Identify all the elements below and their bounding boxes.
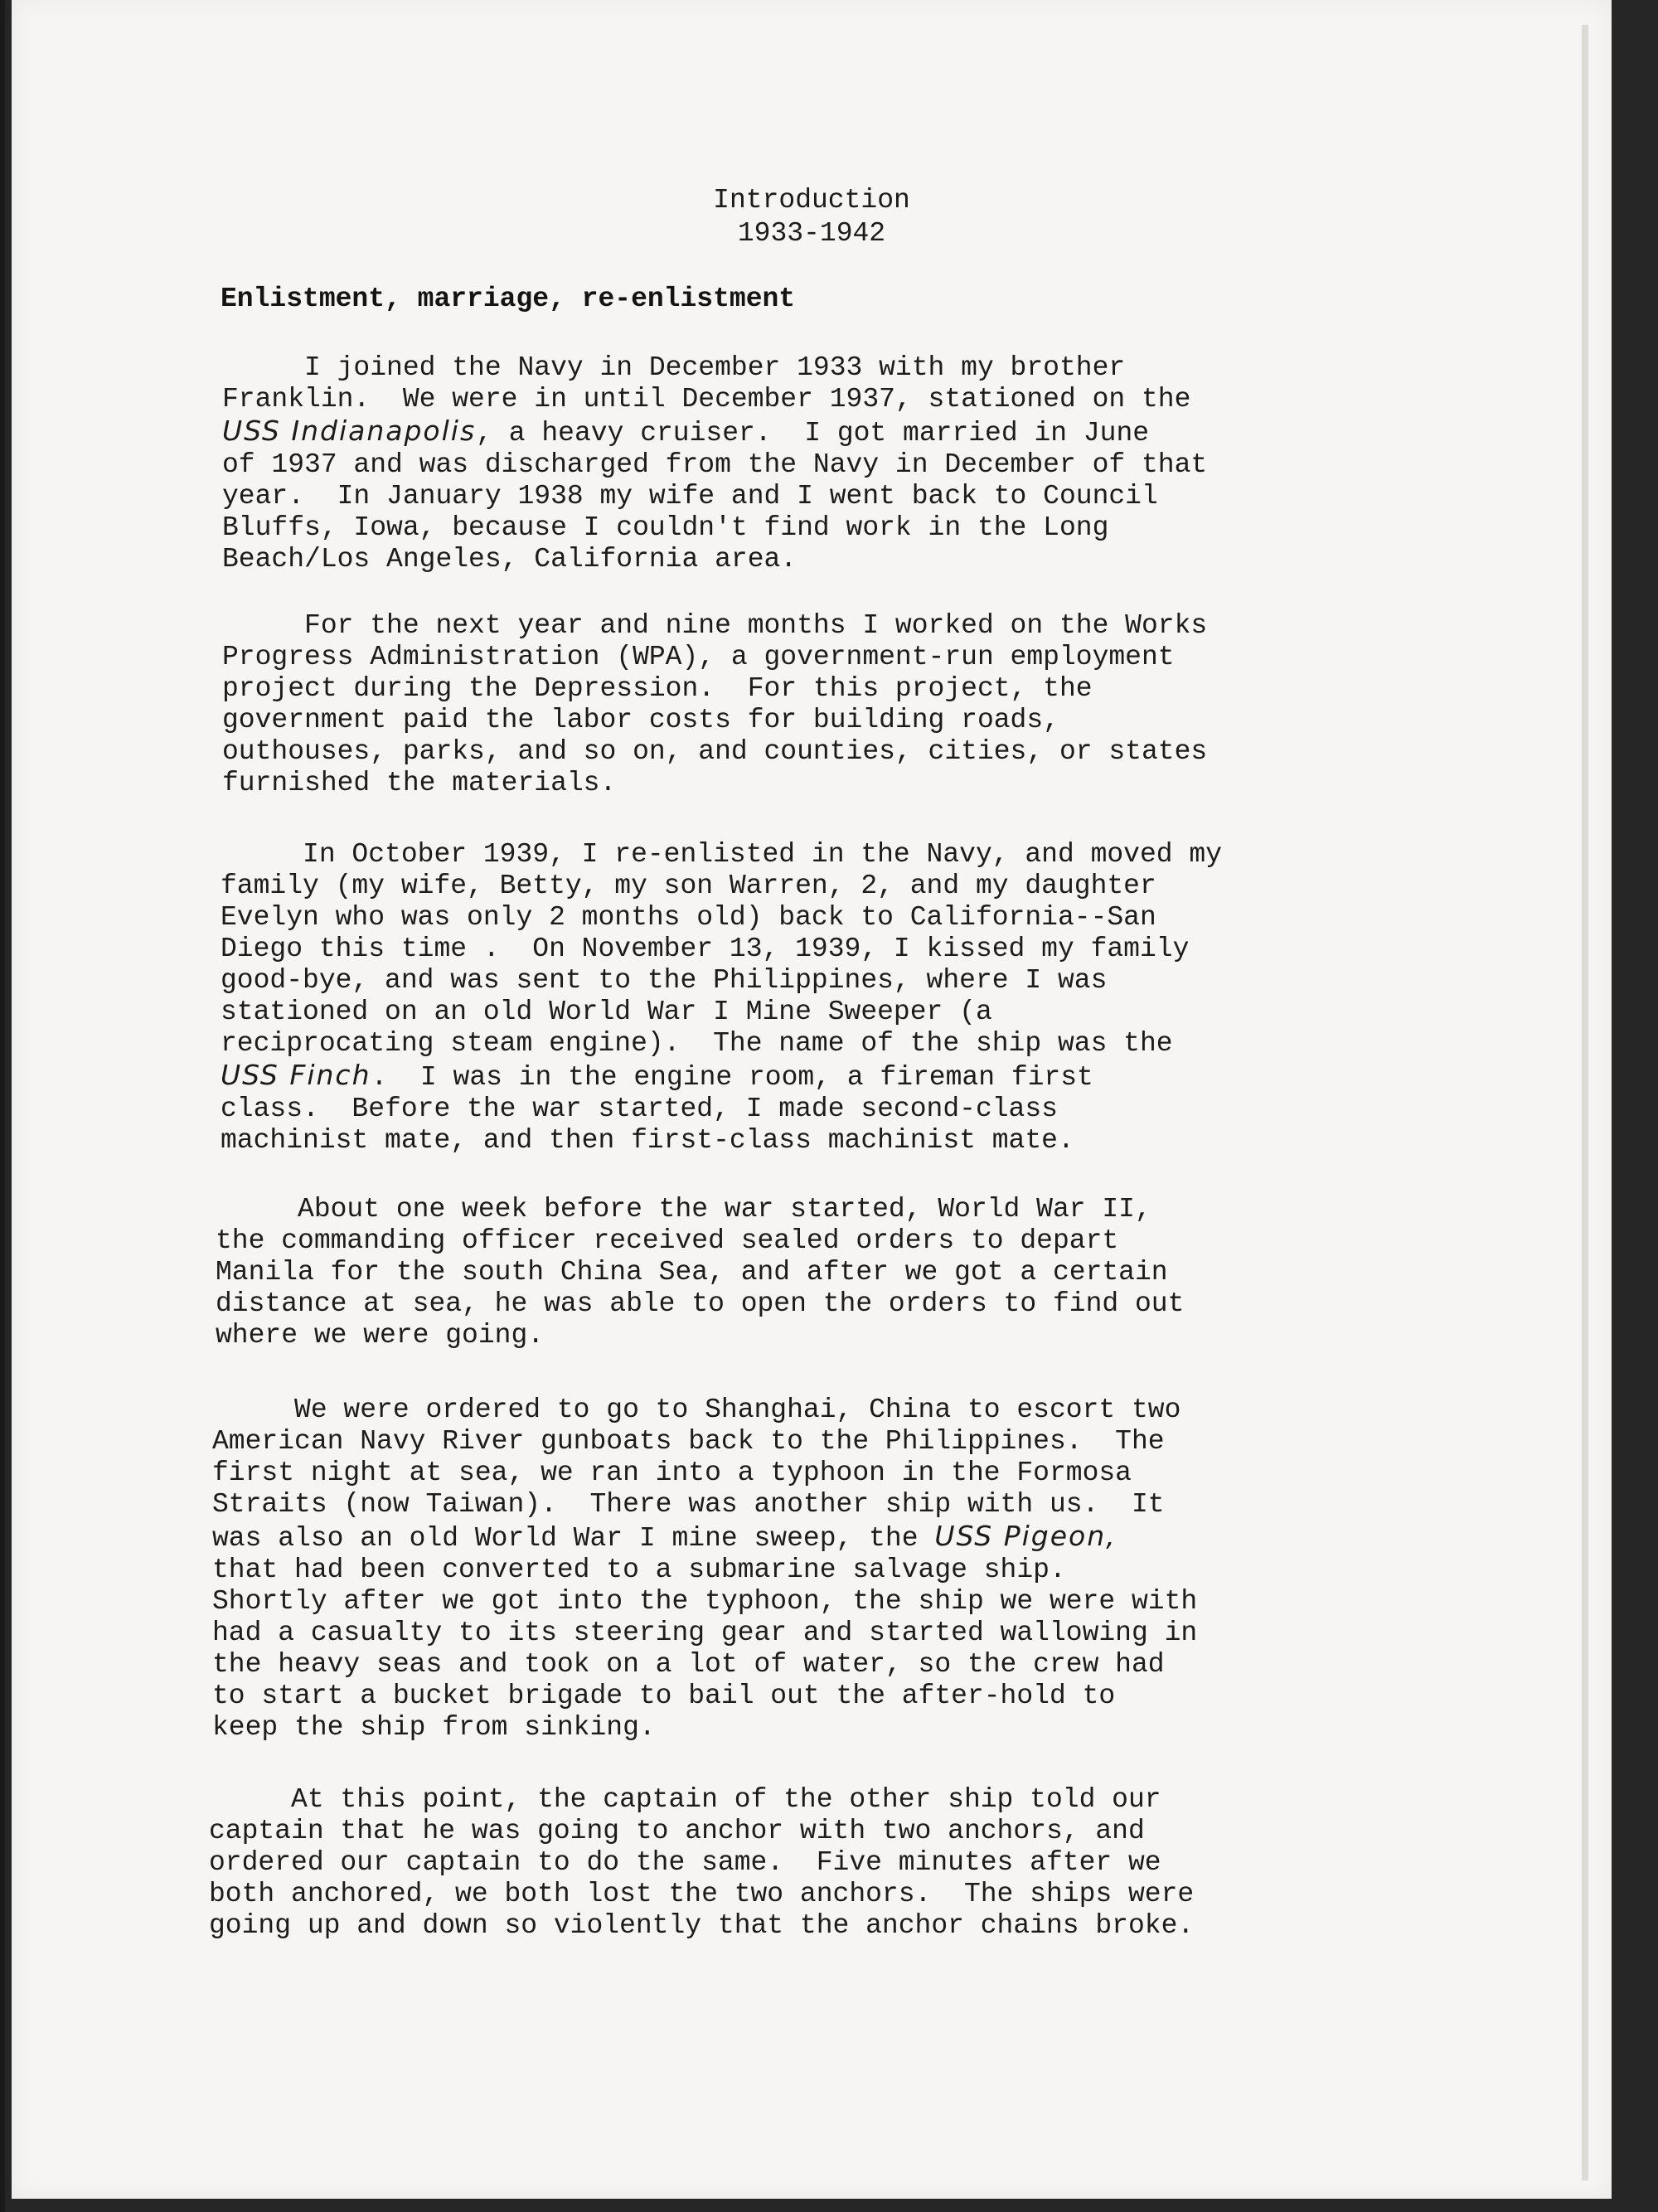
paragraph-1 bbox=[222, 352, 1207, 575]
text-line bbox=[221, 1060, 1222, 1094]
paragraph-3 bbox=[221, 839, 1222, 1157]
text-line: that had been converted to a submarine salvage ship. bbox=[212, 1555, 1066, 1585]
text-line: the heavy seas and took on a lot of water, so the crew had bbox=[212, 1649, 1165, 1680]
text-line: keep the ship from sinking. bbox=[212, 1712, 656, 1743]
page-years: 1933-1942 bbox=[737, 218, 886, 249]
text-line: Diego this time . On November 13, 1939, I kissed my family bbox=[221, 934, 1190, 964]
text-line: I joined the Navy in December 1933 with my brother bbox=[222, 352, 1126, 383]
text-fragment: , a heavy cruiser. I got married in June bbox=[476, 418, 1150, 449]
text-line: where we were going. bbox=[216, 1320, 545, 1351]
handwritten-ship-name: USS Finch bbox=[221, 1059, 371, 1091]
text-line: class. Before the war started, I made second-class bbox=[221, 1094, 1058, 1124]
text-line: both anchored, we both lost the two anchors. The ships were bbox=[209, 1879, 1195, 1909]
text-line: Franklin. We were in until December 1937, stationed on the bbox=[222, 384, 1191, 415]
text-line: Straits (now Taiwan). There was another ship with us. It bbox=[212, 1489, 1165, 1520]
text-line: captain that he was going to anchor with two anchors, and bbox=[209, 1816, 1145, 1846]
handwritten-ship-name: USS Indianapolis bbox=[222, 415, 477, 447]
text-line: At this point, the captain of the other ship told our bbox=[209, 1784, 1161, 1815]
binding-edge bbox=[0, 0, 5, 2212]
text-line: of 1937 and was discharged from the Navy in December of that bbox=[222, 449, 1208, 480]
text-line: government paid the labor costs for building roads, bbox=[222, 705, 1059, 735]
paragraph-5 bbox=[212, 1395, 1197, 1744]
text-line: About one week before the war started, World War II, bbox=[216, 1194, 1151, 1225]
text-line: furnished the materials. bbox=[222, 768, 617, 798]
text-line bbox=[222, 415, 1207, 449]
text-line: For the next year and nine months I worked on the Works bbox=[222, 610, 1208, 641]
text-fragment: was also an old World War I mine sweep, the bbox=[212, 1523, 935, 1554]
text-line: Manila for the south China Sea, and after we got a certain bbox=[216, 1257, 1168, 1288]
text-line: year. In January 1938 my wife and I went back to Council bbox=[222, 481, 1158, 512]
text-line: stationed on an old World War I Mine Sweeper (a bbox=[221, 997, 992, 1027]
text-line bbox=[212, 1521, 1197, 1555]
text-line: had a casualty to its steering gear and started wallowing in bbox=[212, 1618, 1198, 1648]
text-line: Progress Administration (WPA), a government-run employment bbox=[222, 642, 1175, 672]
text-line: distance at sea, he was able to open the orders to find out bbox=[216, 1288, 1185, 1319]
text-line: Beach/Los Angeles, California area. bbox=[222, 544, 797, 575]
section-heading: Enlistment, marriage, re-enlistment bbox=[221, 284, 796, 314]
text-line: Shortly after we got into the typhoon, the ship we were with bbox=[212, 1586, 1198, 1617]
document-page bbox=[12, 0, 1612, 2199]
text-fragment: . I was in the engine room, a fireman first bbox=[371, 1062, 1093, 1093]
paragraph-6 bbox=[209, 1784, 1194, 1942]
text-line: Evelyn who was only 2 months old) back to California--San bbox=[221, 902, 1156, 933]
text-line: ordered our captain to do the same. Five minutes after we bbox=[209, 1847, 1161, 1878]
handwritten-ship-name: USS Pigeon, bbox=[934, 1520, 1117, 1552]
text-line: family (my wife, Betty, my son Warren, 2, and my daughter bbox=[221, 871, 1156, 901]
text-line: machinist mate, and then first-class machinist mate. bbox=[221, 1125, 1074, 1156]
text-line: project during the Depression. For this project, the bbox=[222, 673, 1093, 704]
text-line: We were ordered to go to Shanghai, China to escort two bbox=[212, 1395, 1181, 1425]
text-line: the commanding officer received sealed orders to depart bbox=[216, 1225, 1119, 1256]
text-line: first night at sea, we ran into a typhoon in the Formosa bbox=[212, 1458, 1132, 1488]
page-edge bbox=[1582, 25, 1588, 2180]
paragraph-2 bbox=[222, 610, 1207, 799]
page-title: Introduction bbox=[713, 185, 910, 216]
text-line: good-bye, and was sent to the Philippines, where I was bbox=[221, 965, 1108, 996]
paragraph-4 bbox=[216, 1194, 1184, 1351]
text-line: Bluffs, Iowa, because I couldn't find work in the Long bbox=[222, 512, 1109, 543]
text-line: to start a bucket brigade to bail out the after-hold to bbox=[212, 1681, 1116, 1711]
text-line: going up and down so violently that the anchor chains broke. bbox=[209, 1910, 1195, 1941]
text-line: reciprocating steam engine). The name of the ship was the bbox=[221, 1028, 1173, 1059]
text-line: outhouses, parks, and so on, and counties, cities, or states bbox=[222, 736, 1208, 767]
text-line: In October 1939, I re-enlisted in the Navy, and moved my bbox=[221, 839, 1222, 870]
text-line: American Navy River gunboats back to the Philippines. The bbox=[212, 1426, 1165, 1457]
